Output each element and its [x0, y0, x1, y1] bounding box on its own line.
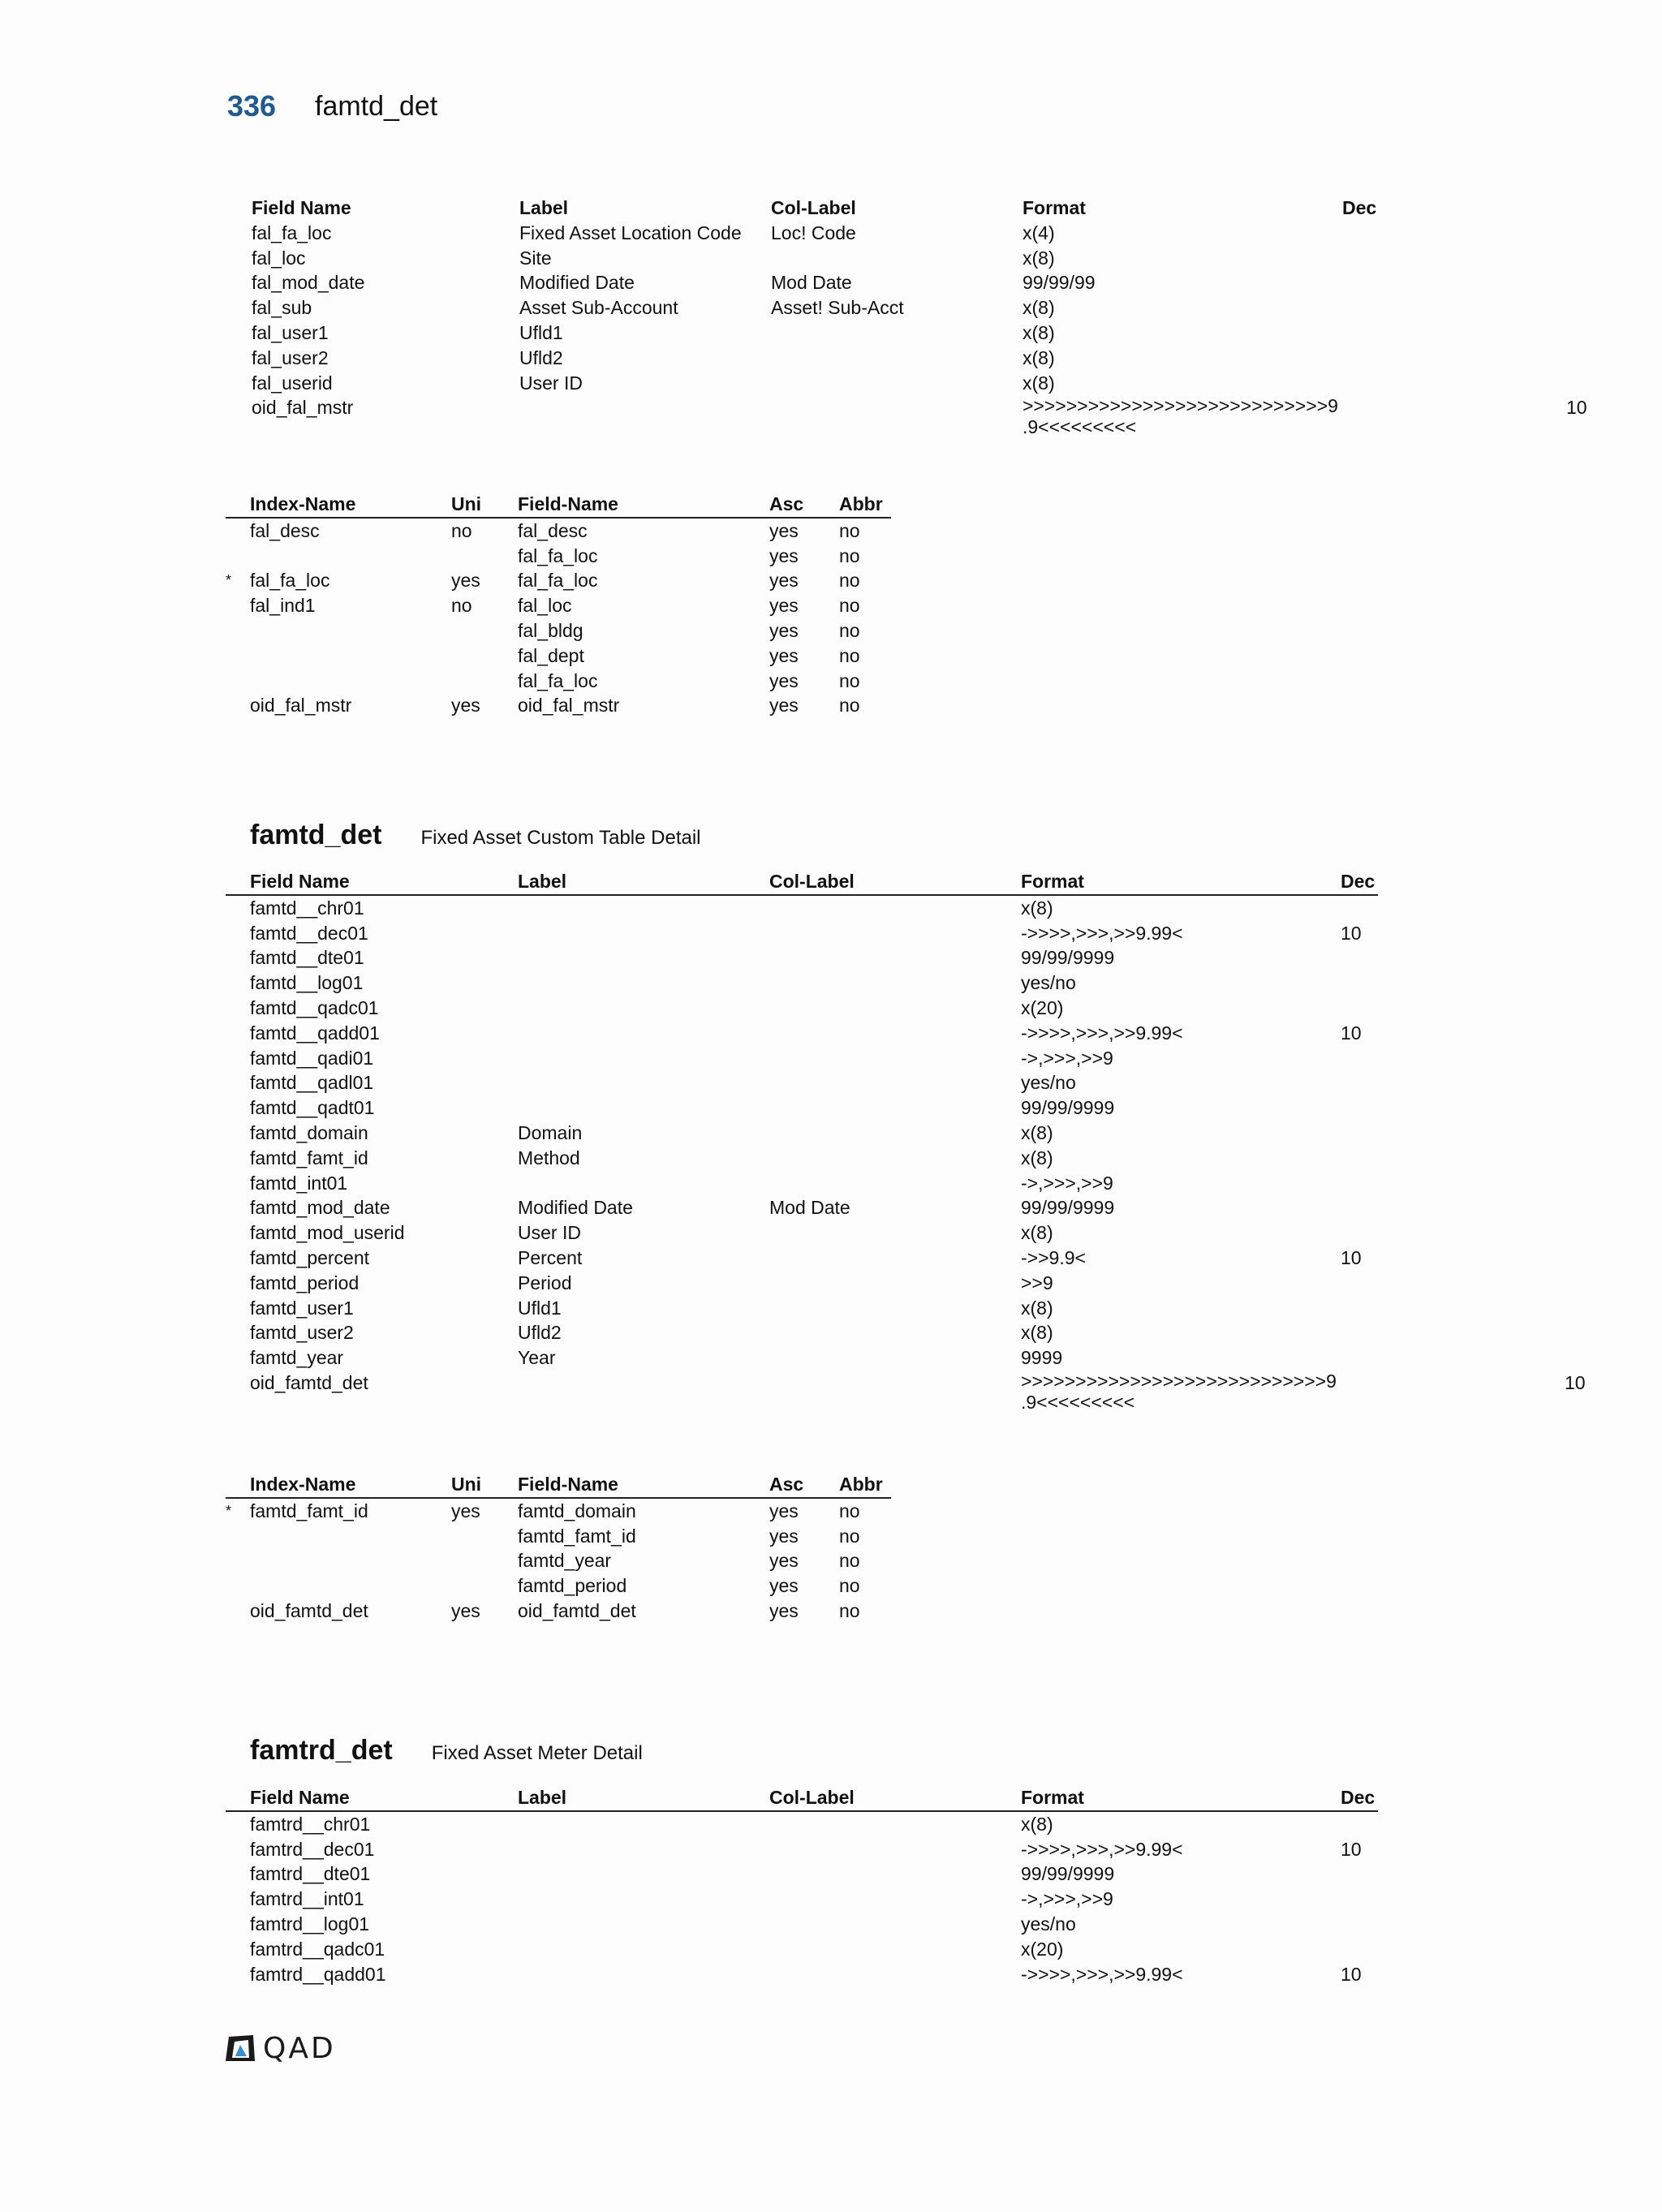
index-asc: yes — [769, 570, 799, 592]
page-number: 336 — [227, 89, 277, 123]
index-abbr: no — [839, 544, 860, 566]
table-description: Fixed Asset Custom Table Detail — [420, 827, 701, 849]
index-name: oid_famtd_det — [250, 1599, 368, 1621]
field-name: famtrd__qadd01 — [250, 1963, 386, 1985]
index-asc: yes — [769, 1599, 799, 1621]
index-asc: yes — [769, 695, 799, 717]
field-col-label: Asset! Sub-Acct — [771, 297, 904, 319]
field-name: famtd_period — [250, 1272, 360, 1293]
field-name: fal_fa_loc — [252, 222, 332, 243]
col-format: Format — [1021, 871, 1084, 892]
table-row — [226, 945, 1378, 970]
col-label: Label — [519, 197, 569, 218]
table-description: Fixed Asset Meter Detail — [431, 1742, 643, 1764]
field-format: 99/99/9999 — [1021, 1097, 1115, 1119]
col-uni: Uni — [451, 1474, 482, 1495]
index-asc: yes — [769, 1550, 799, 1572]
table-row — [226, 1195, 1378, 1220]
table-row — [226, 1599, 891, 1624]
field-name: famtd__dte01 — [250, 947, 364, 969]
table-row — [226, 1095, 1378, 1121]
field-name: famtd_percent — [250, 1246, 370, 1268]
field-name: fal_sub — [252, 297, 312, 319]
field-label: Period — [518, 1272, 572, 1293]
field-label: Modified Date — [518, 1197, 633, 1219]
field-format: x(8) — [1021, 1322, 1053, 1344]
col-index-name: Index-Name — [250, 493, 356, 514]
field-format: ->,>>>,>>9 — [1021, 1047, 1113, 1069]
primary-index-marker: * — [226, 572, 232, 589]
field-label: Year — [518, 1347, 556, 1369]
table-row — [226, 921, 1378, 946]
field-dec: 10 — [1341, 1246, 1362, 1268]
table-row — [226, 1937, 1378, 1962]
table-row — [226, 1548, 891, 1573]
col-label: Label — [518, 871, 567, 892]
index-asc: yes — [769, 619, 799, 641]
table-row — [226, 1070, 1378, 1095]
field-col-label: Loc! Code — [771, 222, 856, 243]
table-row — [226, 1171, 1378, 1196]
field-format: x(8) — [1021, 897, 1053, 919]
index-field: fal_fa_loc — [518, 544, 598, 566]
table-row — [226, 1046, 1378, 1071]
table-row — [226, 1812, 1378, 1837]
index-field: fal_bldg — [518, 619, 583, 641]
col-uni: Uni — [451, 493, 482, 514]
table-row — [226, 1345, 1378, 1371]
field-dec: 10 — [1341, 1838, 1362, 1860]
field-format: yes/no — [1021, 1913, 1076, 1934]
table-row — [227, 371, 1380, 396]
field-label: Site — [519, 247, 552, 269]
index-abbr: no — [839, 1599, 860, 1621]
index-asc: yes — [769, 1525, 799, 1547]
field-format: ->>>>,>>>,>>9.99< — [1021, 1838, 1183, 1860]
index-unique: yes — [451, 695, 480, 717]
table-row — [226, 618, 891, 643]
table-row — [227, 321, 1380, 346]
field-label: Ufld2 — [519, 346, 563, 368]
field-format: x(20) — [1021, 1938, 1064, 1960]
col-index-name: Index-Name — [250, 1474, 356, 1495]
table-row — [226, 1861, 1378, 1887]
table-row — [226, 643, 891, 669]
index-field: famtd_period — [518, 1575, 627, 1597]
table-row — [227, 270, 1380, 295]
table-row — [226, 693, 891, 718]
field-name: famtd__qadl01 — [250, 1072, 374, 1094]
field-name: famtd__qadi01 — [250, 1047, 374, 1069]
field-name: oid_fal_mstr — [252, 397, 354, 419]
field-format: 99/99/99 — [1023, 272, 1096, 294]
col-col-label: Col-Label — [769, 1787, 855, 1808]
field-name: famtd_year — [250, 1347, 344, 1369]
index-field: oid_fal_mstr — [518, 695, 620, 717]
index-unique: no — [451, 595, 472, 617]
field-format: x(8) — [1021, 1297, 1053, 1319]
index-asc: yes — [769, 595, 799, 617]
field-name: famtrd__qadc01 — [250, 1938, 385, 1960]
table-row — [227, 346, 1380, 371]
field-format: >>>>>>>>>>>>>>>>>>>>>>>>>>>>9 .9<<<<<<<<< — [1023, 395, 1338, 438]
table-row — [226, 1370, 1586, 1413]
table-name: famtd_det — [250, 820, 382, 850]
field-label: Ufld2 — [518, 1322, 562, 1344]
qad-logo-icon — [224, 2033, 256, 2063]
index-unique: yes — [451, 1500, 480, 1521]
qad-logo — [224, 2032, 336, 2064]
index-abbr: no — [839, 619, 860, 641]
field-format: yes/no — [1021, 972, 1076, 994]
famtd-index-table — [226, 1472, 891, 1624]
index-field: famtd_famt_id — [518, 1525, 636, 1547]
field-dec: 10 — [1341, 922, 1362, 944]
field-dec: 10 — [1565, 1371, 1586, 1393]
index-abbr: no — [839, 644, 860, 666]
field-name: famtd_user1 — [250, 1297, 354, 1319]
field-format: x(4) — [1023, 222, 1055, 243]
table-row — [226, 519, 891, 544]
table-row — [227, 246, 1380, 271]
index-table-header — [226, 1472, 891, 1499]
index-unique: yes — [451, 570, 480, 592]
index-asc: yes — [769, 1500, 799, 1521]
field-format: x(8) — [1023, 297, 1055, 319]
field-name: famtd__qadc01 — [250, 996, 379, 1018]
field-label: Modified Date — [519, 272, 635, 294]
index-name: oid_fal_mstr — [250, 695, 352, 717]
field-name: famtd__log01 — [250, 972, 364, 994]
table-row — [226, 1121, 1378, 1146]
famtrd-field-table — [226, 1785, 1378, 1986]
field-name: famtrd__log01 — [250, 1913, 370, 1934]
table-row — [226, 593, 891, 618]
table-row — [226, 1887, 1378, 1912]
field-format: x(20) — [1021, 996, 1064, 1018]
index-field: fal_fa_loc — [518, 570, 598, 592]
field-label: Method — [518, 1147, 580, 1168]
field-label: User ID — [518, 1222, 581, 1244]
field-format: yes/no — [1021, 1072, 1076, 1094]
field-name: fal_loc — [252, 247, 306, 269]
index-abbr: no — [839, 1525, 860, 1547]
index-field: fal_desc — [518, 519, 588, 541]
field-format: x(8) — [1023, 247, 1055, 269]
col-label: Label — [518, 1787, 567, 1808]
index-asc: yes — [769, 1575, 799, 1597]
primary-index-marker: * — [226, 1502, 232, 1519]
table-row — [227, 221, 1380, 246]
table-row — [226, 568, 891, 593]
col-field-name: Field Name — [250, 871, 350, 892]
table-row — [226, 1524, 891, 1549]
field-col-label: Mod Date — [769, 1197, 850, 1219]
field-col-label: Mod Date — [771, 272, 852, 294]
table-row — [226, 1573, 891, 1599]
field-format: x(8) — [1021, 1813, 1053, 1835]
index-field: fal_dept — [518, 644, 584, 666]
field-table-header — [226, 869, 1378, 896]
field-dec: 10 — [1341, 1963, 1362, 1985]
field-name: famtrd__dec01 — [250, 1838, 375, 1860]
index-field: fal_fa_loc — [518, 669, 598, 691]
field-label: Percent — [518, 1246, 583, 1268]
index-abbr: no — [839, 1550, 860, 1572]
index-abbr: no — [839, 1500, 860, 1521]
col-dec: Dec — [1341, 1787, 1376, 1808]
running-title: famtd_det — [315, 91, 438, 122]
index-name: fal_fa_loc — [250, 570, 330, 592]
field-format: ->>>>,>>>,>>9.99< — [1021, 922, 1183, 944]
field-label: Asset Sub-Account — [519, 297, 678, 319]
table-row — [226, 1499, 891, 1524]
index-unique: yes — [451, 1599, 480, 1621]
index-asc: yes — [769, 669, 799, 691]
section-title-famtrd — [250, 1735, 643, 1772]
field-name: famtrd__dte01 — [250, 1863, 371, 1885]
index-field: famtd_domain — [518, 1500, 636, 1521]
index-asc: yes — [769, 519, 799, 541]
field-format: ->>>>,>>>,>>9.99< — [1021, 1022, 1183, 1044]
field-label: Ufld1 — [519, 321, 563, 343]
field-name: famtd_famt_id — [250, 1147, 368, 1168]
table-row — [226, 1296, 1378, 1321]
table-row — [226, 1146, 1378, 1171]
field-name: famtd__chr01 — [250, 897, 364, 919]
logo-text: QAD — [263, 2031, 336, 2065]
col-format: Format — [1023, 197, 1086, 218]
index-abbr: no — [839, 519, 860, 541]
field-name: famtrd__int01 — [250, 1888, 364, 1910]
field-name: fal_user1 — [252, 321, 329, 343]
field-name: famtd_domain — [250, 1121, 368, 1143]
field-label: User ID — [519, 372, 583, 394]
field-format: x(8) — [1023, 321, 1055, 343]
field-name: famtd_user2 — [250, 1322, 354, 1344]
index-abbr: no — [839, 570, 860, 592]
field-format: 99/99/9999 — [1021, 947, 1115, 969]
col-col-label: Col-Label — [769, 871, 855, 892]
col-abbr: Abbr — [839, 493, 883, 514]
table-row — [226, 970, 1378, 996]
index-asc: yes — [769, 644, 799, 666]
index-name: fal_ind1 — [250, 595, 316, 617]
index-field: oid_famtd_det — [518, 1599, 636, 1621]
table-name: famtrd_det — [250, 1735, 393, 1766]
table-row — [226, 1220, 1378, 1246]
col-dec: Dec — [1342, 197, 1377, 218]
field-name: famtd__qadt01 — [250, 1097, 375, 1119]
field-format: 99/99/9999 — [1021, 1197, 1115, 1219]
index-field: fal_loc — [518, 595, 572, 617]
table-row — [227, 395, 1587, 438]
field-table-header — [227, 196, 1380, 221]
index-name: famtd_famt_id — [250, 1500, 368, 1521]
field-format: x(8) — [1023, 346, 1055, 368]
fal-field-table — [227, 196, 1587, 438]
col-abbr: Abbr — [839, 1474, 883, 1495]
field-format: 9999 — [1021, 1347, 1063, 1369]
index-abbr: no — [839, 669, 860, 691]
index-asc: yes — [769, 544, 799, 566]
index-table-header — [226, 492, 891, 519]
field-format: x(8) — [1023, 372, 1055, 394]
field-format: ->>9.9< — [1021, 1246, 1086, 1268]
field-format: x(8) — [1021, 1222, 1053, 1244]
col-col-label: Col-Label — [771, 197, 856, 218]
field-name: famtd_mod_date — [250, 1197, 390, 1219]
field-name: famtd_int01 — [250, 1172, 348, 1194]
table-row — [226, 669, 891, 694]
table-row — [226, 1962, 1378, 1987]
col-dec: Dec — [1341, 871, 1376, 892]
section-title-famtd — [250, 820, 701, 857]
field-table-header — [226, 1785, 1378, 1812]
col-field-name: Field Name — [252, 197, 351, 218]
col-format: Format — [1021, 1787, 1084, 1808]
field-label: Fixed Asset Location Code — [519, 222, 742, 243]
field-name: fal_userid — [252, 372, 333, 394]
field-format: >>9 — [1021, 1272, 1053, 1293]
field-name: famtd__qadd01 — [250, 1022, 380, 1044]
table-row — [226, 1912, 1378, 1937]
field-name: famtd_mod_userid — [250, 1222, 405, 1244]
table-row — [226, 996, 1378, 1021]
index-unique: no — [451, 519, 472, 541]
field-format: ->,>>>,>>9 — [1021, 1172, 1113, 1194]
fal-index-table — [226, 492, 891, 718]
col-field-name: Field Name — [250, 1787, 350, 1808]
field-format: 99/99/9999 — [1021, 1863, 1115, 1885]
field-format: >>>>>>>>>>>>>>>>>>>>>>>>>>>>9 .9<<<<<<<<< — [1021, 1370, 1337, 1413]
table-row — [226, 1271, 1378, 1296]
index-field: famtd_year — [518, 1550, 612, 1572]
field-format: ->>>>,>>>,>>9.99< — [1021, 1963, 1183, 1985]
field-format: x(8) — [1021, 1147, 1053, 1168]
table-row — [226, 896, 1378, 921]
field-name: fal_mod_date — [252, 272, 365, 294]
famtd-field-table — [226, 869, 1586, 1413]
index-abbr: no — [839, 1575, 860, 1597]
col-asc: Asc — [769, 1474, 804, 1495]
field-dec: 10 — [1341, 1022, 1362, 1044]
table-row — [226, 1837, 1378, 1862]
col-asc: Asc — [769, 493, 804, 514]
field-label: Domain — [518, 1121, 583, 1143]
table-row — [226, 1320, 1378, 1345]
col-index-field: Field-Name — [518, 493, 618, 514]
field-name: oid_famtd_det — [250, 1371, 368, 1393]
field-format: x(8) — [1021, 1121, 1053, 1143]
index-name: fal_desc — [250, 519, 320, 541]
table-row — [226, 1246, 1378, 1271]
field-name: famtrd__chr01 — [250, 1813, 371, 1835]
table-row — [226, 544, 891, 569]
table-row — [226, 1021, 1378, 1046]
index-abbr: no — [839, 695, 860, 717]
field-label: Ufld1 — [518, 1297, 562, 1319]
field-name: famtd__dec01 — [250, 922, 368, 944]
index-abbr: no — [839, 595, 860, 617]
col-index-field: Field-Name — [518, 1474, 618, 1495]
table-row — [227, 295, 1380, 321]
field-name: fal_user2 — [252, 346, 329, 368]
field-format: ->,>>>,>>9 — [1021, 1888, 1113, 1910]
field-dec: 10 — [1566, 397, 1587, 419]
